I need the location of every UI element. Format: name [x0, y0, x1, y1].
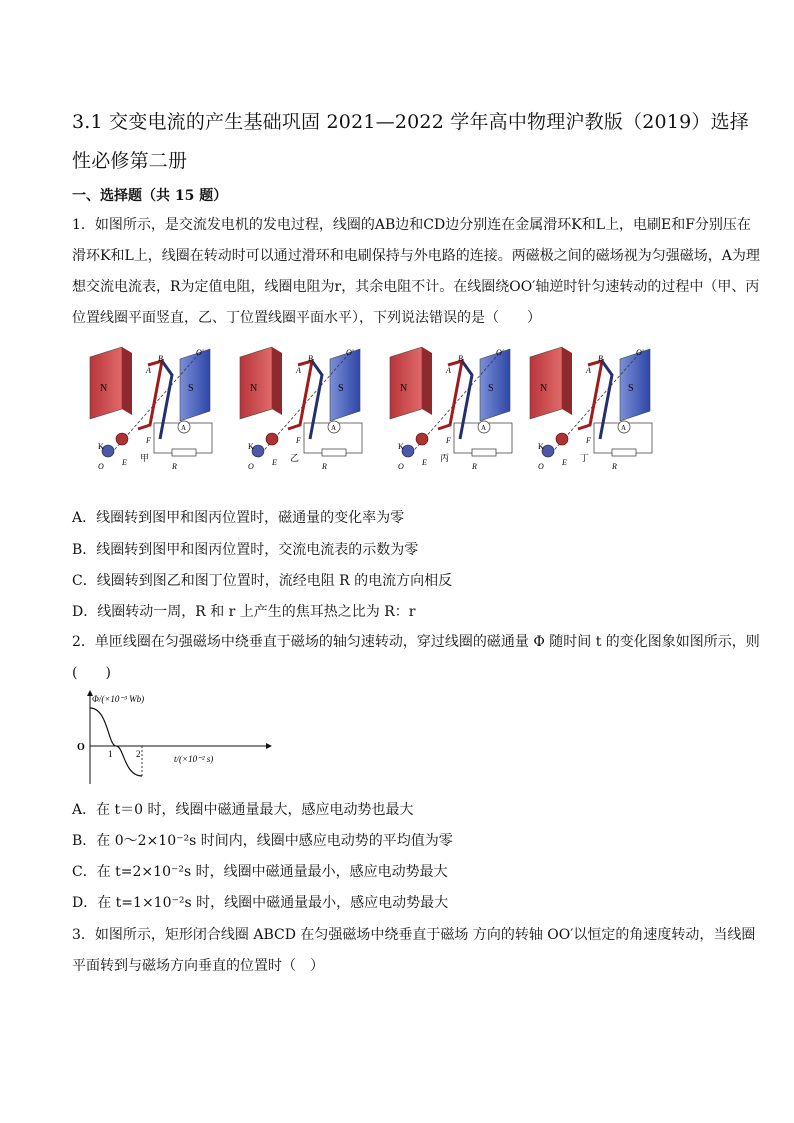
q2-option-c: C．在 t=2×10⁻²s 时，线圈中磁通量最小，感应电动势最大: [72, 864, 448, 880]
svg-text:O′: O′: [196, 348, 204, 357]
question-3-text: 3．如图所示，矩形闭合线圈 ABCD 在匀强磁场中绕垂直于磁场 方向的转轴 OO′以恒定的角速度转动，当线圈平面转到与磁场方向垂直的位置时（ ）: [72, 927, 756, 974]
q1-option-b: B．线圈转到图甲和图丙位置时，交流电流表的示数为零: [72, 542, 419, 558]
svg-text:F: F: [146, 436, 151, 445]
flux-time-graph: [74, 688, 274, 788]
svg-text:A: A: [146, 366, 151, 375]
figure-label-yi: 乙: [290, 453, 300, 463]
svg-text:S: S: [188, 383, 194, 394]
section-heading: 一、选择题（共 15 题）: [72, 188, 228, 204]
svg-text:K: K: [98, 442, 104, 451]
q1-option-c: C．线圈转到图乙和图丁位置时，流经电阻 R 的电流方向相反: [72, 573, 453, 589]
q2-option-b: B．在 0～2×10⁻²s 时间内，线圈中感应电动势的平均值为零: [72, 833, 453, 849]
figure-label-jia: 甲: [140, 453, 150, 463]
q1-option-d: D．线圈转动一周，R 和 r 上产生的焦耳热之比为 R：r: [72, 604, 416, 620]
generator-figure-ding: [530, 347, 652, 471]
svg-text:N: N: [100, 383, 108, 394]
graph-tick-1: 1: [108, 749, 113, 759]
graph-y-label: Φ/(×10⁻³ Wb): [92, 694, 145, 704]
figure-label-bing: 丙: [440, 453, 450, 463]
generator-figure-bing: [390, 347, 512, 471]
graph-origin-label: O: [77, 742, 85, 753]
q2-option-a: A．在 t＝0 时，线圈中磁通量最大，感应电动势也最大: [72, 802, 414, 818]
svg-text:R: R: [172, 462, 177, 471]
graph-x-label: t/(×10⁻² s): [174, 754, 214, 764]
generator-figures: [88, 345, 688, 475]
generator-figure-yi: [240, 347, 362, 471]
svg-text:B: B: [158, 354, 163, 363]
generator-figure-jia: [90, 347, 212, 471]
svg-text:A: A: [181, 424, 187, 432]
svg-text:E: E: [122, 458, 127, 467]
document-title: 3.1 交变电流的产生基础巩固 2021—2022 学年高中物理沪教版（2019）选择性必修第二册: [72, 111, 749, 172]
graph-tick-2: 2: [136, 749, 141, 759]
question-1-text: 1．如图所示，是交流发电机的发电过程，线圈的AB边和CD边分别连在金属滑环K和L上，电刷E和F分别压在滑环K和L上，线圈在转动时可以通过滑环和电刷保持与外电路的连接。两磁极之间的磁场视为匀强磁场，A为理想交流电流表，R为定值电阻，线圈电阻为r，其余电阻不计。在线圈绕OO′轴逆时针匀速转动的过程中（甲、丙位置线圈平面竖直，乙、丁位置线圈平面水平），下列说法错误的是（ ）: [72, 217, 760, 326]
q1-option-a: A．线圈转到图甲和图丙位置时，磁通量的变化率为零: [72, 510, 405, 526]
svg-text:O: O: [98, 462, 104, 471]
q2-option-d: D．在 t=1×10⁻²s 时，线圈中磁通量最小，感应电动势最大: [72, 895, 449, 911]
figure-label-ding: 丁: [580, 453, 590, 463]
question-2-text: 2．单匝线圈在匀强磁场中绕垂直于磁场的轴匀速转动，穿过线圈的磁通量 Φ 随时间 t 的变化图象如图所示，则( ): [72, 634, 760, 681]
